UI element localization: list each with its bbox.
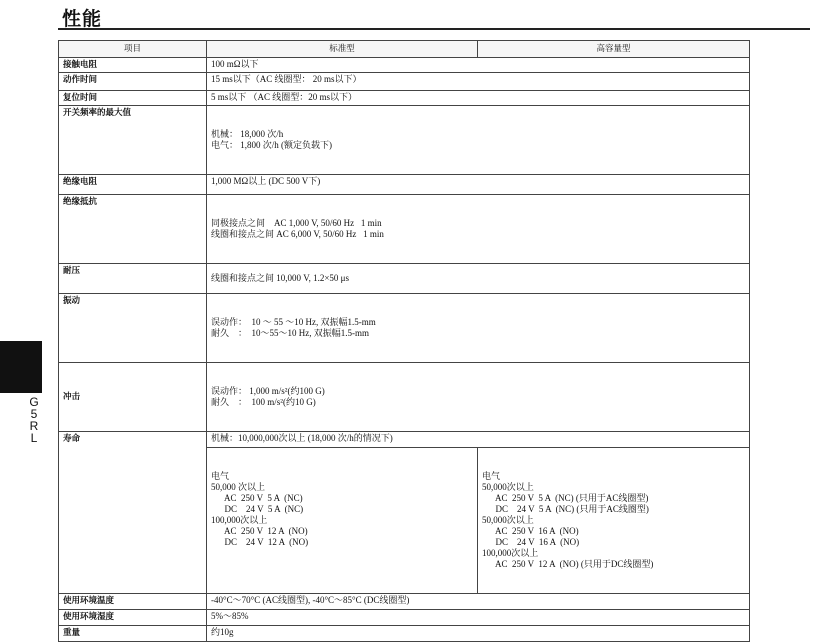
title-rule	[58, 28, 810, 30]
row-label: 绝缘抵抗	[59, 195, 207, 264]
row-value: 15 ms以下（AC 线圈型： 20 ms以下）	[207, 73, 750, 91]
section-code	[27, 396, 41, 444]
value-line: 线圈和接点之间 AC 6,000 V, 50/60 Hz 1 min	[211, 229, 384, 239]
value-line: 100,000次以上	[211, 515, 268, 525]
row-label: 振动	[59, 294, 207, 363]
row-label: 耐压	[59, 264, 207, 294]
row-value: 5 ms以下 （AC 线圈型：20 ms以下）	[207, 91, 750, 106]
header-item: 项目	[59, 41, 207, 58]
value-line: 电气： 1,800 次/h (额定负载下)	[211, 140, 332, 150]
table-header-row	[59, 41, 750, 58]
row-value	[207, 195, 750, 264]
row-label: 寿命	[59, 432, 207, 594]
section-code-char: R	[29, 419, 39, 433]
row-value	[207, 294, 750, 363]
value-line: 误动作： 10 ～ 55 ～10 Hz, 双振幅1.5-mm	[211, 317, 376, 327]
table-row	[59, 610, 750, 626]
value-line: DC 24 V 12 A (NO)	[211, 537, 309, 547]
row-value	[207, 363, 750, 432]
table-row	[59, 594, 750, 610]
row-value: 线圈和接点之间 10,000 V, 1.2×50 μs	[207, 264, 750, 294]
value-line: 误动作： 1,000 m/s²(约100 G)	[211, 386, 325, 396]
value-line: 电气	[482, 471, 501, 481]
value-line: DC 24 V 16 A (NO)	[482, 537, 580, 547]
row-label: 绝缘电阻	[59, 175, 207, 195]
value-line: AC 250 V 5 A (NC)	[211, 493, 303, 503]
table-row	[59, 363, 750, 432]
performance-table	[58, 40, 750, 642]
value-line: AC 250 V 12 A (NO) (只用于DC线圈型)	[482, 559, 654, 569]
row-label: 冲击	[59, 363, 207, 432]
section-code-char: L	[30, 431, 38, 445]
row-value	[207, 106, 750, 175]
value-line: DC 24 V 5 A (NC) (只用于AC线圈型)	[482, 504, 649, 514]
value-line: 50,000 次以上	[211, 482, 266, 492]
row-label: 复位时间	[59, 91, 207, 106]
table-row	[59, 175, 750, 195]
row-label: 使用环境温度	[59, 594, 207, 610]
section-code-char: G	[29, 395, 39, 409]
section-tab-marker	[0, 341, 42, 393]
value-line: AC 250 V 16 A (NO)	[482, 526, 579, 536]
value-line: 电气	[211, 471, 230, 481]
table-row	[59, 106, 750, 175]
row-value: 5%～85%	[207, 610, 750, 626]
row-label: 开关频率的最大值	[59, 106, 207, 175]
value-line: 机械： 18,000 次/h	[211, 129, 284, 139]
value-line: AC 250 V 5 A (NC) (只用于AC线圈型)	[482, 493, 649, 503]
value-line: 耐久 ： 10～55～10 Hz, 双振幅1.5-mm	[211, 328, 369, 338]
row-label: 使用环境湿度	[59, 610, 207, 626]
header-high-capacity: 高容量型	[478, 41, 750, 58]
value-line: AC 250 V 12 A (NO)	[211, 526, 308, 536]
table-row	[59, 264, 750, 294]
value-line: 50,000次以上	[482, 482, 534, 492]
row-label: 重量	[59, 626, 207, 642]
life-mechanical-value: 机械：10,000,000次以上 (18,000 次/h的情况下)	[207, 432, 750, 448]
section-code-char: 5	[30, 407, 38, 421]
table-row	[59, 58, 750, 73]
row-value: 100 mΩ以下	[207, 58, 750, 73]
value-line: 耐久 ： 100 m/s²(约10 G)	[211, 397, 316, 407]
row-value: 约10g	[207, 626, 750, 642]
value-line: 50,000次以上	[482, 515, 534, 525]
table-row	[59, 195, 750, 264]
value-line: DC 24 V 5 A (NC)	[211, 504, 304, 514]
table-row	[59, 73, 750, 91]
table-row	[59, 294, 750, 363]
table-row	[59, 432, 750, 448]
row-label: 接触电阻	[59, 58, 207, 73]
row-value: -40°C～70°C (AC线圈型), -40°C～85°C (DC线圈型)	[207, 594, 750, 610]
life-electrical-standard	[207, 448, 478, 594]
header-standard: 标准型	[207, 41, 478, 58]
table-row	[59, 91, 750, 106]
value-line: 100,000次以上	[482, 548, 539, 558]
row-value: 1,000 MΩ以上 (DC 500 V下)	[207, 175, 750, 195]
table-row	[59, 626, 750, 642]
row-label: 动作时间	[59, 73, 207, 91]
life-electrical-high-capacity	[478, 448, 750, 594]
page-title: 性能	[62, 8, 103, 30]
value-line: 同极接点之间 AC 1,000 V, 50/60 Hz 1 min	[211, 218, 382, 228]
